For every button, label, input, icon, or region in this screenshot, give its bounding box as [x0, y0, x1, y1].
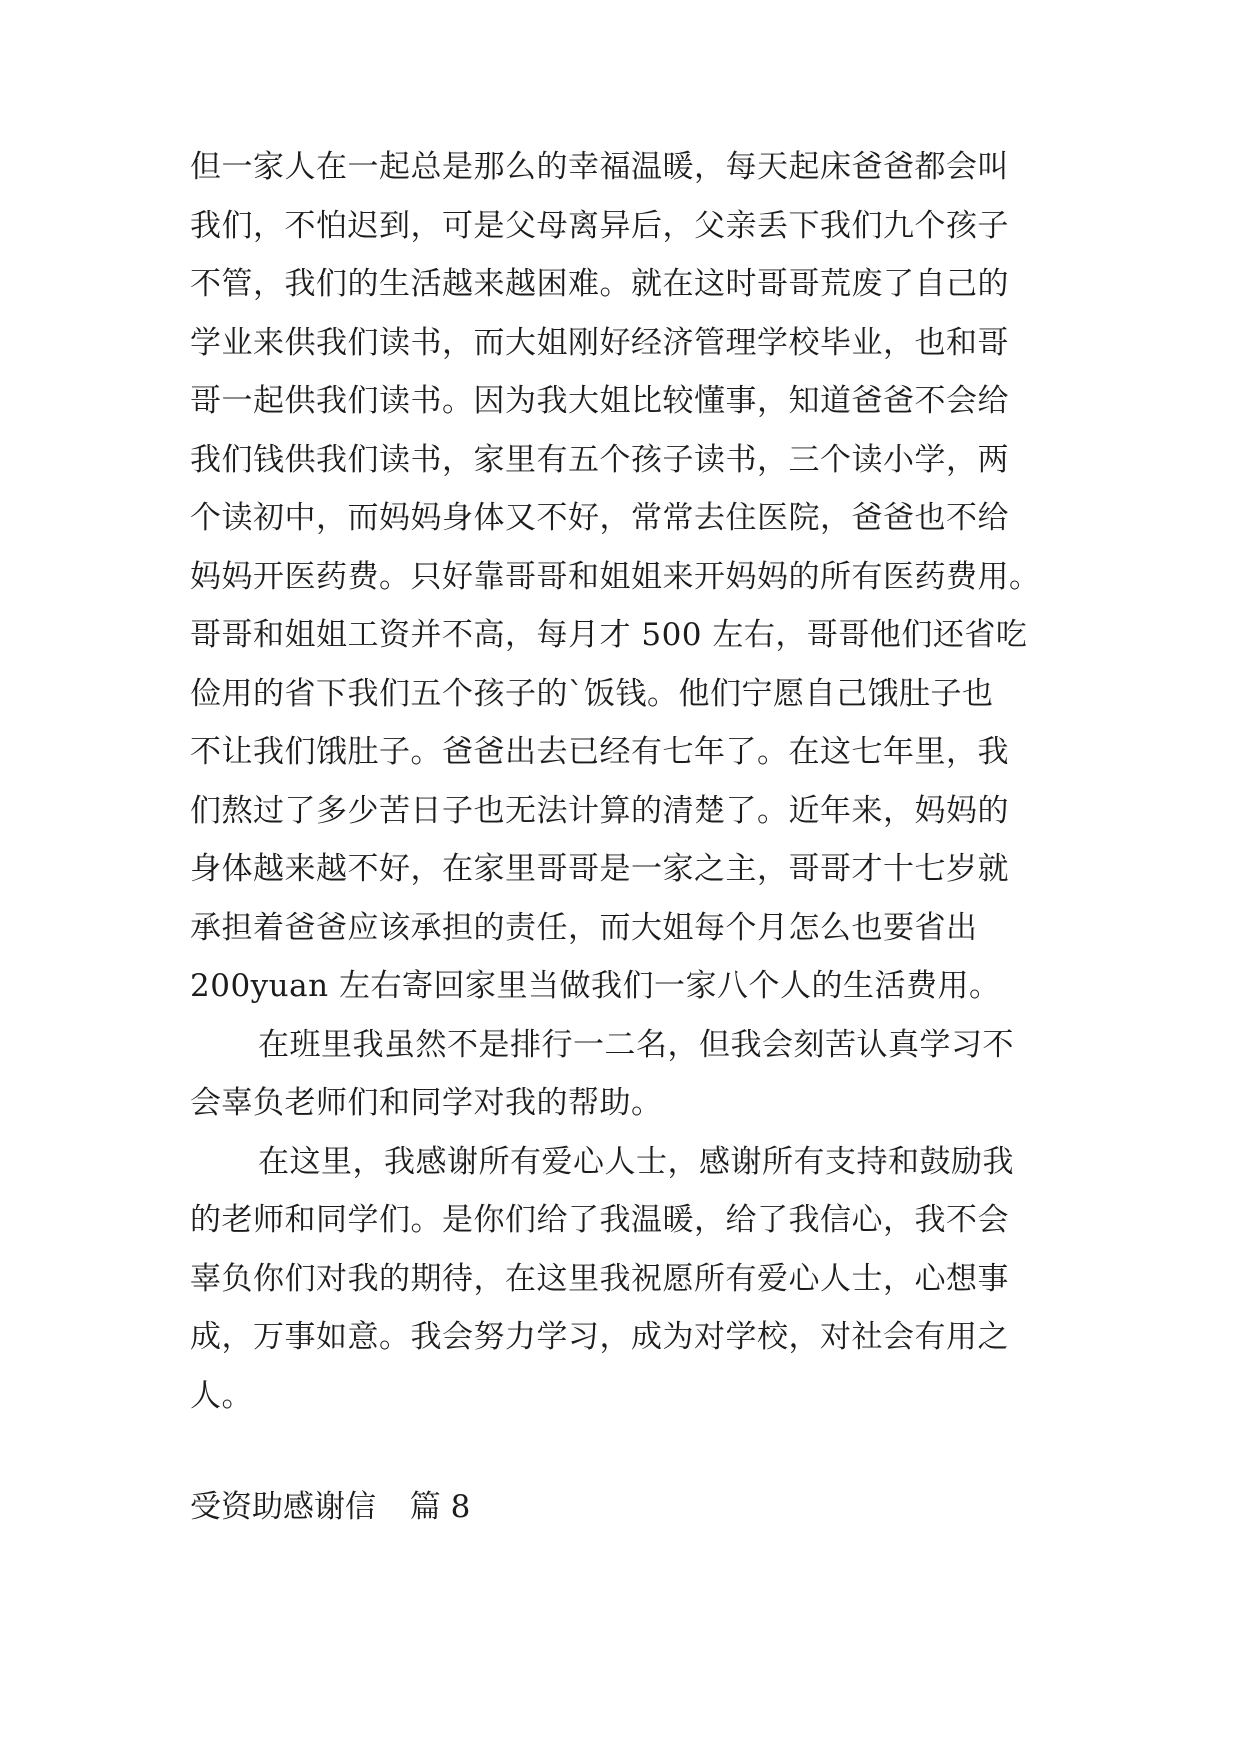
- text-line: 辜负你们对我的期待，在这里我祝愿所有爱心人士，心想事: [190, 1260, 1009, 1297]
- text-line: 在班里我虽然不是排行一二名，但我会刻苦认真学习不: [258, 1026, 1014, 1063]
- paragraph-study-commitment: [190, 1016, 1050, 1133]
- text-line: 但一家人在一起总是那么的幸福温暖，每天起床爸爸都会叫: [190, 149, 1009, 185]
- text-line: 200yuan 左右寄回家里当做我们一家八个人的生活费用。: [190, 968, 1001, 1004]
- text-line: 不让我们饿肚子。爸爸出去已经有七年了。在这七年里，我: [190, 734, 1009, 770]
- letter-body: [190, 138, 1050, 1425]
- text-line: 个读初中，而妈妈身体又不好，常常去住医院，爸爸也不给: [190, 500, 1009, 536]
- text-line: 妈妈开医药费。只好靠哥哥和姐姐来开妈妈的所有医药费用。: [190, 558, 1041, 595]
- text-line: 哥哥和姐姐工资并不高，每月才 500 左右，哥哥他们还省吃: [190, 617, 1028, 653]
- text-line: 承担着爸爸应该承担的责任，而大姐每个月怎么也要省出: [190, 909, 978, 946]
- text-line: 成，万事如意。我会努力学习，成为对学校，对社会有用之: [190, 1319, 1009, 1355]
- text-line: 在这里，我感谢所有爱心人士，感谢所有支持和鼓励我: [258, 1143, 1014, 1180]
- text-line: 我们钱供我们读书，家里有五个孩子读书，三个读小学，两: [190, 441, 1009, 478]
- text-line: 我们，不怕迟到，可是父母离异后，父亲丢下我们九个孩子: [190, 207, 1009, 244]
- text-line: 会辜负老师们和同学对我的帮助。: [190, 1085, 663, 1121]
- text-line: 们熬过了多少苦日子也无法计算的清楚了。近年来，妈妈的: [190, 792, 1009, 829]
- heading-title: 受资助感谢信: [190, 1489, 376, 1525]
- paragraph-family-hardship: [190, 138, 1050, 1016]
- section-heading: [190, 1487, 470, 1527]
- text-line: 哥一起供我们读书。因为我大姐比较懂事，知道爸爸不会给: [190, 383, 1009, 419]
- text-line: 的老师和同学们。是你们给了我温暖，给了我信心，我不会: [190, 1202, 1009, 1238]
- text-line: 人。: [190, 1377, 253, 1414]
- text-line: 不管，我们的生活越来越困难。就在这时哥哥荒废了自己的: [190, 266, 1009, 302]
- heading-number: 篇 8: [409, 1489, 471, 1525]
- text-line: 学业来供我们读书，而大姐刚好经济管理学校毕业，也和哥: [190, 324, 1009, 361]
- text-line: 俭用的省下我们五个孩子的`饭钱。他们宁愿自己饿肚子也: [190, 675, 994, 712]
- paragraph-thanks: [190, 1133, 1050, 1426]
- text-line: 身体越来越不好，在家里哥哥是一家之主，哥哥才十七岁就: [190, 851, 1009, 887]
